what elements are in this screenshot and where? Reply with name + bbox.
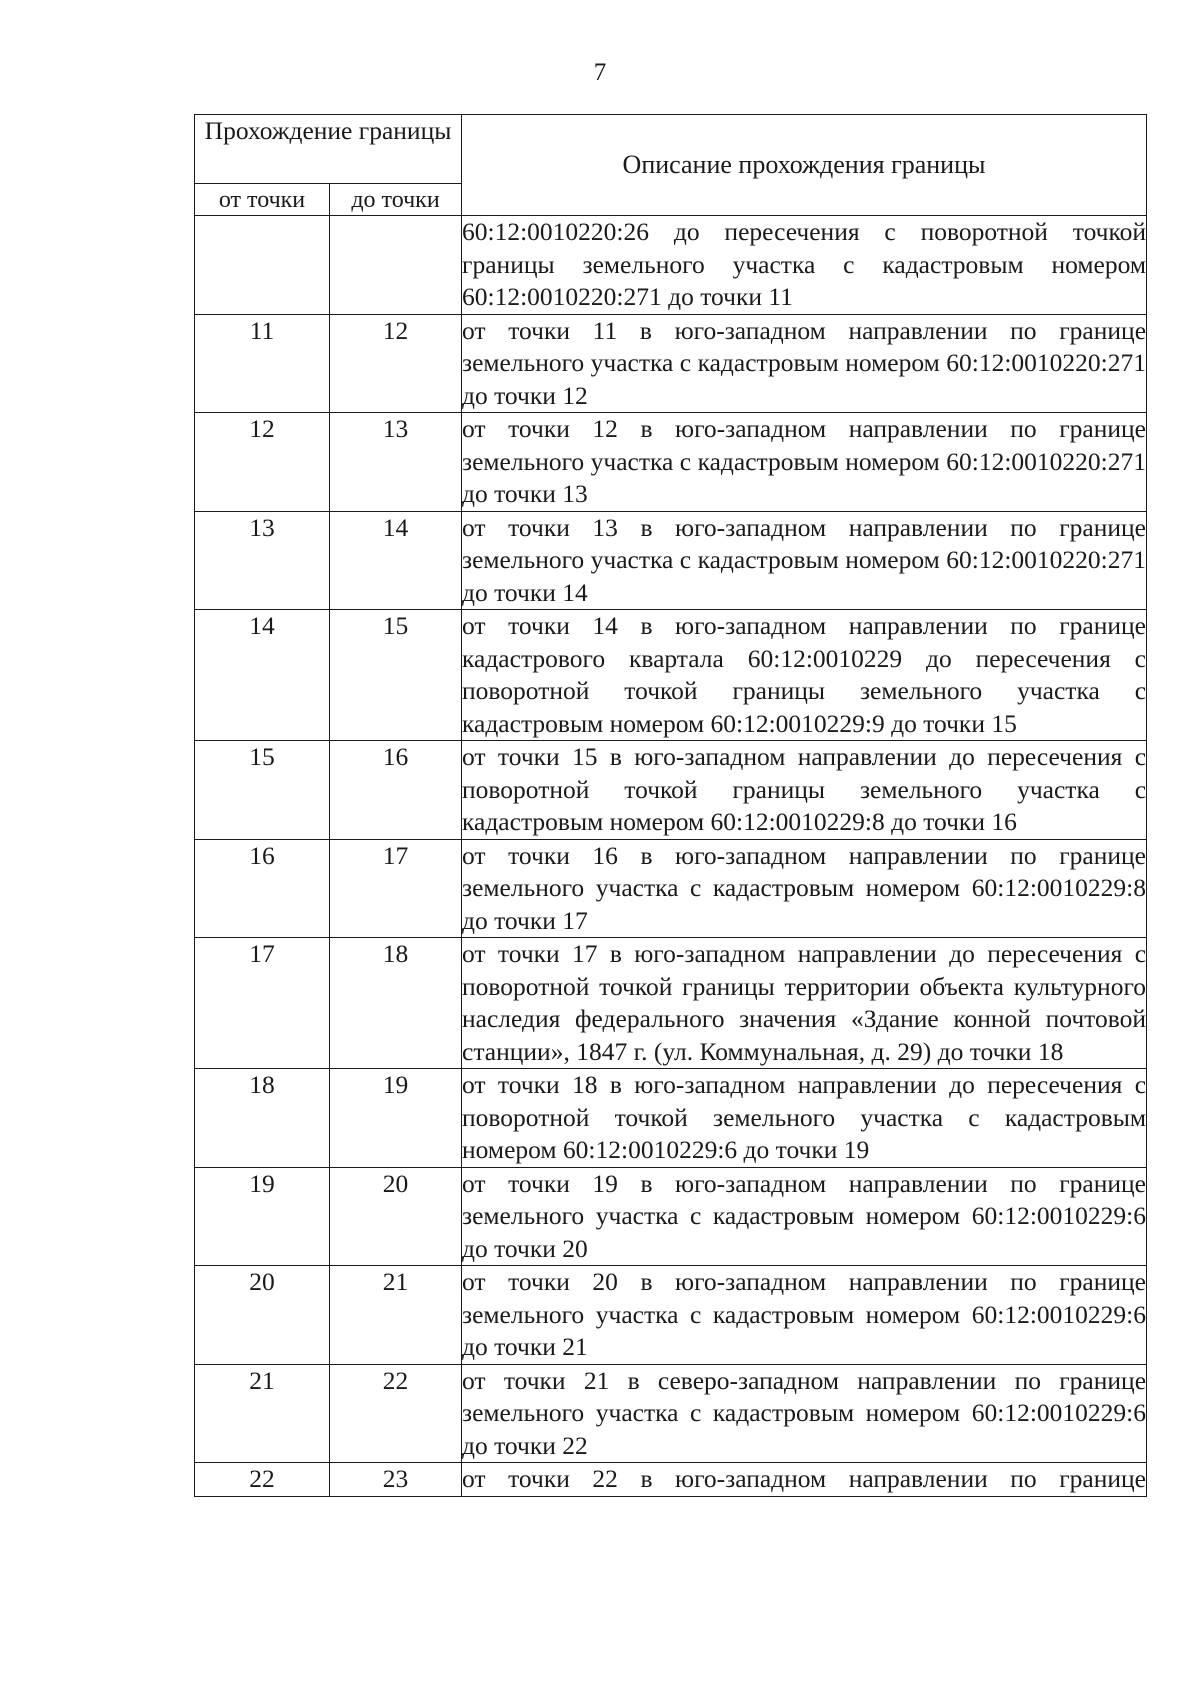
cell-description: от точки 13 в юго-западном направлении по границе земельного участка с кадастровым номером 60:12:0010220:271 до точки 14 (462, 511, 1147, 610)
header-to-point: до точки (330, 184, 462, 216)
cell-to-point: 18 (330, 938, 462, 1069)
cell-description: от точки 18 в юго-западном направлении до пересечения с поворотной точкой земельного участка с кадастровым номером 60:12:0010229:6 до точки 19 (462, 1069, 1147, 1168)
cell-description-text: от точки 22 в юго-западном направлении по границе (462, 1464, 1147, 1493)
cell-description: от точки 17 в юго-западном направлении до пересечения с поворотной точкой границы территории объекта культурного наследия федерального значения «Здание конной почтовой станции», 1847 г. (ул. Коммунальная, д. 29) до точки 18 (462, 938, 1147, 1069)
table-row (195, 413, 1147, 512)
cell-description: от точки 20 в юго-западном направлении по границе земельного участка с кадастровым номером 60:12:0010229:6 до точки 21 (462, 1266, 1147, 1365)
cell-from-point: 20 (195, 1266, 330, 1365)
cell-description: от точки 12 в юго-западном направлении по границе земельного участка с кадастровым номером 60:12:0010220:271 до точки 13 (462, 413, 1147, 512)
cell-to-point: 13 (330, 413, 462, 512)
cell-from-point: 18 (195, 1069, 330, 1168)
cell-to-point: 12 (330, 314, 462, 413)
cell-from-point: 16 (195, 839, 330, 938)
table-row (195, 511, 1147, 610)
table-row (195, 216, 1147, 315)
header-description: Описание прохождения границы (462, 115, 1147, 216)
table-row (195, 314, 1147, 413)
cell-description: от точки 14 в юго-западном направлении по границе кадастрового квартала 60:12:0010229 до пересечения с поворотной точкой границы земельного участка с кадастровым номером 60:12:0010229:9 до точки 15 (462, 610, 1147, 741)
cell-to-point (330, 216, 462, 315)
cell-to-point: 17 (330, 839, 462, 938)
cell-to-point: 14 (330, 511, 462, 610)
cell-description: от точки 11 в юго-западном направлении по границе земельного участка с кадастровым номером 60:12:0010220:271 до точки 12 (462, 314, 1147, 413)
cell-description (462, 1463, 1147, 1497)
table-row (195, 1463, 1147, 1497)
table-row (195, 741, 1147, 840)
cell-from-point: 19 (195, 1167, 330, 1266)
table-row (195, 1167, 1147, 1266)
cell-from-point: 22 (195, 1463, 330, 1497)
cell-from-point: 12 (195, 413, 330, 512)
cell-to-point: 20 (330, 1167, 462, 1266)
cell-to-point: 16 (330, 741, 462, 840)
table-row (195, 839, 1147, 938)
cell-description: от точки 16 в юго-западном направлении по границе земельного участка с кадастровым номером 60:12:0010229:8 до точки 17 (462, 839, 1147, 938)
table-row (195, 1364, 1147, 1463)
cell-to-point: 22 (330, 1364, 462, 1463)
table-row (195, 610, 1147, 741)
cell-to-point: 23 (330, 1463, 462, 1497)
page-number: 7 (593, 59, 607, 86)
cell-description: от точки 15 в юго-западном направлении до пересечения с поворотной точкой границы земельного участка с кадастровым номером 60:12:0010229:8 до точки 16 (462, 741, 1147, 840)
header-from-point: от точки (195, 184, 330, 216)
cell-from-point: 15 (195, 741, 330, 840)
cell-from-point (195, 216, 330, 315)
cell-from-point: 17 (195, 938, 330, 1069)
cell-description: от точки 19 в юго-западном направлении по границе земельного участка с кадастровым номером 60:12:0010229:6 до точки 20 (462, 1167, 1147, 1266)
cell-from-point: 14 (195, 610, 330, 741)
cell-to-point: 21 (330, 1266, 462, 1365)
table-row (195, 1266, 1147, 1365)
cell-to-point: 19 (330, 1069, 462, 1168)
cell-from-point: 21 (195, 1364, 330, 1463)
cell-from-point: 13 (195, 511, 330, 610)
cell-to-point: 15 (330, 610, 462, 741)
table-row (195, 938, 1147, 1069)
cell-from-point: 11 (195, 314, 330, 413)
cell-description: 60:12:0010220:26 до пересечения с поворотной точкой границы земельного участка с кадастровым номером 60:12:0010220:271 до точки 11 (462, 216, 1147, 315)
header-boundary-passage: Прохождение границы (195, 115, 462, 184)
cell-description: от точки 21 в северо-западном направлении по границе земельного участка с кадастровым номером 60:12:0010229:6 до точки 22 (462, 1364, 1147, 1463)
table-header (195, 115, 1147, 216)
boundary-table (194, 114, 1147, 1497)
table-row (195, 1069, 1147, 1168)
